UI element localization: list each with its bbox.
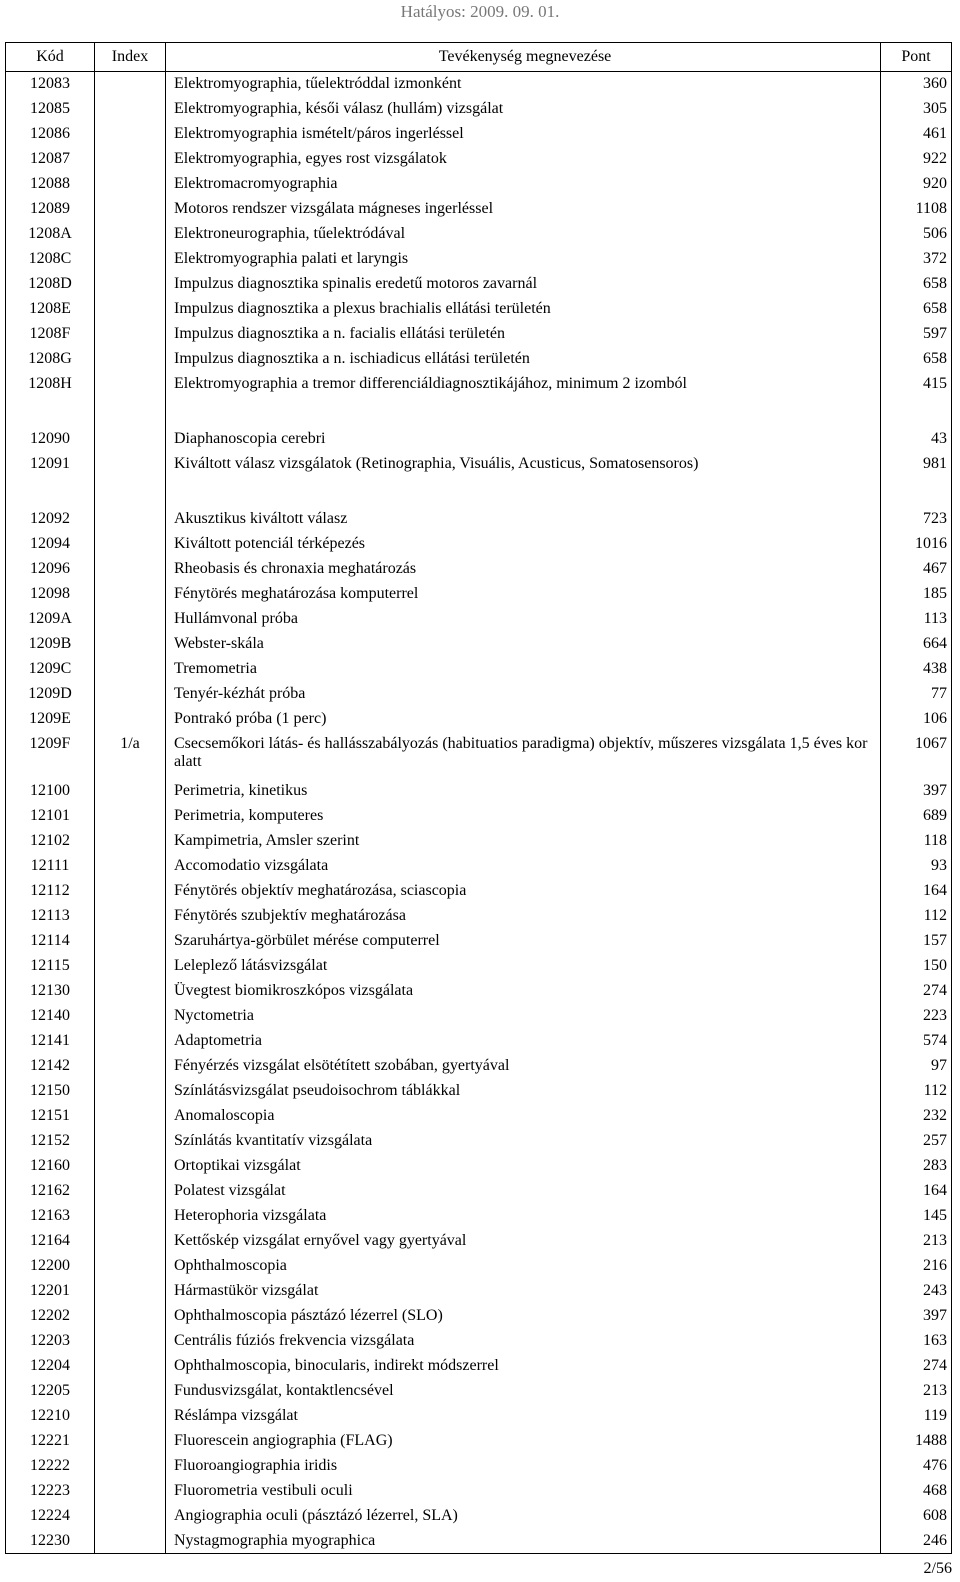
cell-pont: 119 <box>881 1404 952 1429</box>
cell-pont: 150 <box>881 954 952 979</box>
cell-pont: 922 <box>881 147 952 172</box>
cell-pont: 658 <box>881 272 952 297</box>
cell-pont: 93 <box>881 854 952 879</box>
cell-description: Centrális fúziós frekvencia vizsgálata <box>166 1329 881 1354</box>
cell-pont: 283 <box>881 1154 952 1179</box>
cell-pont: 246 <box>881 1529 952 1554</box>
cell-kod: 12223 <box>6 1479 95 1504</box>
table-row <box>6 372 952 427</box>
cell-index <box>95 247 166 272</box>
cell-kod: 12091 <box>6 452 95 507</box>
cell-pont: 506 <box>881 222 952 247</box>
cell-kod: 12102 <box>6 829 95 854</box>
cell-pont: 664 <box>881 632 952 657</box>
cell-index <box>95 197 166 222</box>
cell-description: Anomaloscopia <box>166 1104 881 1129</box>
table-row <box>6 979 952 1004</box>
table-row <box>6 147 952 172</box>
cell-index <box>95 222 166 247</box>
cell-description: Angiographia oculi (pásztázó lézerrel, SLA) <box>166 1504 881 1529</box>
cell-kod: 1209F <box>6 732 95 779</box>
cell-description: Webster-skála <box>166 632 881 657</box>
cell-description: Impulzus diagnosztika a n. ischiadicus ellátási területén <box>166 347 881 372</box>
cell-index <box>95 507 166 532</box>
cell-pont: 689 <box>881 804 952 829</box>
cell-description: Nyctometria <box>166 1004 881 1029</box>
cell-index <box>95 1054 166 1079</box>
table-row <box>6 97 952 122</box>
cell-description: Perimetria, kinetikus <box>166 779 881 804</box>
cell-description: Csecsemőkori látás- és hallásszabályozás (habituatios paradigma) objektív, műszeres vizsgálata 1,5 éves kor alatt <box>166 732 881 779</box>
cell-index <box>95 347 166 372</box>
cell-description: Fénytörés szubjektív meghatározása <box>166 904 881 929</box>
cell-index <box>95 1279 166 1304</box>
cell-pont: 106 <box>881 707 952 732</box>
cell-pont: 372 <box>881 247 952 272</box>
table-row <box>6 452 952 507</box>
table-row <box>6 1179 952 1204</box>
cell-pont: 112 <box>881 904 952 929</box>
cell-description: Színlátásvizsgálat pseudoisochrom táblákkal <box>166 1079 881 1104</box>
cell-pont: 467 <box>881 557 952 582</box>
cell-index <box>95 1529 166 1554</box>
cell-index <box>95 72 166 97</box>
cell-index <box>95 929 166 954</box>
cell-description: Tenyér-kézhát próba <box>166 682 881 707</box>
cell-description: Nystagmographia myographica <box>166 1529 881 1554</box>
cell-kod: 12092 <box>6 507 95 532</box>
cell-description: Motoros rendszer vizsgálata mágneses ingerléssel <box>166 197 881 222</box>
cell-index <box>95 1454 166 1479</box>
cell-pont: 112 <box>881 1079 952 1104</box>
cell-kod: 12083 <box>6 72 95 97</box>
cell-index <box>95 979 166 1004</box>
cell-pont: 360 <box>881 72 952 97</box>
cell-kod: 12222 <box>6 1454 95 1479</box>
cell-kod: 12113 <box>6 904 95 929</box>
cell-index <box>95 1404 166 1429</box>
cell-pont: 243 <box>881 1279 952 1304</box>
table-row <box>6 657 952 682</box>
cell-index <box>95 532 166 557</box>
cell-pont: 274 <box>881 979 952 1004</box>
table-row <box>6 172 952 197</box>
effective-date: Hatályos: 2009. 09. 01. <box>400 2 560 21</box>
cell-kod: 12210 <box>6 1404 95 1429</box>
cell-description: Heterophoria vizsgálata <box>166 1204 881 1229</box>
cell-kod: 1209E <box>6 707 95 732</box>
cell-kod: 12202 <box>6 1304 95 1329</box>
cell-kod: 12142 <box>6 1054 95 1079</box>
table-row <box>6 1029 952 1054</box>
cell-description: Ortoptikai vizsgálat <box>166 1154 881 1179</box>
cell-description: Fundusvizsgálat, kontaktlencsével <box>166 1379 881 1404</box>
cell-pont: 397 <box>881 779 952 804</box>
cell-index <box>95 954 166 979</box>
cell-pont: 274 <box>881 1354 952 1379</box>
table-row <box>6 1054 952 1079</box>
cell-description: Impulzus diagnosztika a plexus brachialis ellátási területén <box>166 297 881 322</box>
cell-pont: 77 <box>881 682 952 707</box>
cell-index <box>95 1154 166 1179</box>
cell-index <box>95 607 166 632</box>
cell-kod: 12221 <box>6 1429 95 1454</box>
cell-description: Kampimetria, Amsler szerint <box>166 829 881 854</box>
cell-kod: 1209B <box>6 632 95 657</box>
table-row <box>6 854 952 879</box>
table-row <box>6 222 952 247</box>
table-row <box>6 779 952 804</box>
table-row <box>6 1104 952 1129</box>
table-row <box>6 322 952 347</box>
cell-index <box>95 1029 166 1054</box>
cell-kod: 1208H <box>6 372 95 427</box>
table-row <box>6 1279 952 1304</box>
cell-index <box>95 372 166 427</box>
procedure-table <box>5 42 952 1554</box>
cell-description: Elektromyographia, késői válasz (hullám) vizsgálat <box>166 97 881 122</box>
table-row <box>6 1404 952 1429</box>
cell-pont: 97 <box>881 1054 952 1079</box>
cell-pont: 476 <box>881 1454 952 1479</box>
cell-kod: 12112 <box>6 879 95 904</box>
cell-index <box>95 829 166 854</box>
cell-kod: 12130 <box>6 979 95 1004</box>
cell-kod: 12230 <box>6 1529 95 1554</box>
cell-description: Hármastükör vizsgálat <box>166 1279 881 1304</box>
table-row <box>6 122 952 147</box>
cell-kod: 1208G <box>6 347 95 372</box>
cell-index <box>95 172 166 197</box>
cell-pont: 164 <box>881 879 952 904</box>
table-row <box>6 272 952 297</box>
cell-index <box>95 632 166 657</box>
cell-description: Elektroneurographia, tűelektródával <box>166 222 881 247</box>
cell-index <box>95 1104 166 1129</box>
cell-kod: 12101 <box>6 804 95 829</box>
table-row <box>6 72 952 97</box>
cell-kod: 1208A <box>6 222 95 247</box>
table-row <box>6 1329 952 1354</box>
column-header-index: Index <box>95 43 166 72</box>
cell-kod: 1208F <box>6 322 95 347</box>
cell-description: Ophthalmoscopia, binocularis, indirekt módszerrel <box>166 1354 881 1379</box>
cell-pont: 305 <box>881 97 952 122</box>
cell-index <box>95 557 166 582</box>
cell-description: Elektromyographia palati et laryngis <box>166 247 881 272</box>
cell-index: 1/a <box>95 732 166 779</box>
cell-pont: 185 <box>881 582 952 607</box>
table-row <box>6 197 952 222</box>
cell-kod: 12150 <box>6 1079 95 1104</box>
cell-description: Adaptometria <box>166 1029 881 1054</box>
cell-description: Polatest vizsgálat <box>166 1179 881 1204</box>
table-row <box>6 1229 952 1254</box>
cell-index <box>95 1254 166 1279</box>
cell-index <box>95 657 166 682</box>
table-row <box>6 507 952 532</box>
cell-description: Ophthalmoscopia pásztázó lézerrel (SLO) <box>166 1304 881 1329</box>
cell-description: Leleplező látásvizsgálat <box>166 954 881 979</box>
cell-kod: 12151 <box>6 1104 95 1129</box>
table-row <box>6 1429 952 1454</box>
cell-description: Rheobasis és chronaxia meghatározás <box>166 557 881 582</box>
table-row <box>6 904 952 929</box>
cell-description: Fénytörés meghatározása komputerrel <box>166 582 881 607</box>
table-header-row <box>6 43 952 72</box>
cell-index <box>95 1229 166 1254</box>
cell-description: Impulzus diagnosztika spinalis eredetű motoros zavarnál <box>166 272 881 297</box>
cell-pont: 213 <box>881 1379 952 1404</box>
table-row <box>6 1454 952 1479</box>
table-row <box>6 582 952 607</box>
cell-index <box>95 1129 166 1154</box>
table-row <box>6 682 952 707</box>
cell-description: Réslámpa vizsgálat <box>166 1404 881 1429</box>
cell-kod: 1209A <box>6 607 95 632</box>
table-row <box>6 1379 952 1404</box>
table-row <box>6 804 952 829</box>
cell-description: Fluorescein angiographia (FLAG) <box>166 1429 881 1454</box>
table-row <box>6 954 952 979</box>
cell-description: Perimetria, komputeres <box>166 804 881 829</box>
table-row <box>6 1354 952 1379</box>
table-row <box>6 532 952 557</box>
cell-description: Akusztikus kiváltott válasz <box>166 507 881 532</box>
cell-kod: 12087 <box>6 147 95 172</box>
cell-kod: 12152 <box>6 1129 95 1154</box>
table-row <box>6 247 952 272</box>
cell-kod: 12162 <box>6 1179 95 1204</box>
cell-index <box>95 682 166 707</box>
cell-pont: 1067 <box>881 732 952 779</box>
cell-pont: 981 <box>881 452 952 507</box>
cell-index <box>95 452 166 507</box>
cell-index <box>95 1329 166 1354</box>
cell-description: Hullámvonal próba <box>166 607 881 632</box>
cell-description: Kiváltott válasz vizsgálatok (Retinographia, Visuális, Acusticus, Somatosensoros) <box>166 452 881 507</box>
cell-pont: 438 <box>881 657 952 682</box>
cell-index <box>95 122 166 147</box>
cell-pont: 574 <box>881 1029 952 1054</box>
cell-description: Diaphanoscopia cerebri <box>166 427 881 452</box>
cell-kod: 12085 <box>6 97 95 122</box>
cell-pont: 257 <box>881 1129 952 1154</box>
cell-kod: 1209D <box>6 682 95 707</box>
cell-pont: 213 <box>881 1229 952 1254</box>
cell-kod: 1208D <box>6 272 95 297</box>
table-row <box>6 632 952 657</box>
cell-kod: 12115 <box>6 954 95 979</box>
cell-pont: 232 <box>881 1104 952 1129</box>
cell-index <box>95 322 166 347</box>
cell-pont: 608 <box>881 1504 952 1529</box>
cell-description: Elektromacromyographia <box>166 172 881 197</box>
cell-index <box>95 582 166 607</box>
cell-description: Fluoroangiographia iridis <box>166 1454 881 1479</box>
table-row <box>6 427 952 452</box>
column-header-pont: Pont <box>881 43 952 72</box>
cell-description: Fénytörés objektív meghatározása, sciascopia <box>166 879 881 904</box>
table-row <box>6 1504 952 1529</box>
cell-description: Üvegtest biomikroszkópos vizsgálata <box>166 979 881 1004</box>
table-row <box>6 1254 952 1279</box>
table-row <box>6 1529 952 1554</box>
table-row <box>6 879 952 904</box>
cell-description: Fluorometria vestibuli oculi <box>166 1479 881 1504</box>
cell-index <box>95 1204 166 1229</box>
table-row <box>6 1479 952 1504</box>
cell-kod: 1208C <box>6 247 95 272</box>
cell-pont: 415 <box>881 372 952 427</box>
table-row <box>6 607 952 632</box>
table-row <box>6 1154 952 1179</box>
cell-index <box>95 1004 166 1029</box>
cell-kod: 12089 <box>6 197 95 222</box>
cell-pont: 223 <box>881 1004 952 1029</box>
cell-pont: 163 <box>881 1329 952 1354</box>
cell-pont: 1488 <box>881 1429 952 1454</box>
cell-index <box>95 297 166 322</box>
cell-pont: 164 <box>881 1179 952 1204</box>
cell-pont: 658 <box>881 347 952 372</box>
cell-kod: 12201 <box>6 1279 95 1304</box>
table-row <box>6 732 952 779</box>
cell-description: Kiváltott potenciál térképezés <box>166 532 881 557</box>
cell-kod: 12094 <box>6 532 95 557</box>
cell-kod: 12086 <box>6 122 95 147</box>
table-row <box>6 1079 952 1104</box>
cell-index <box>95 1079 166 1104</box>
cell-description: Accomodatio vizsgálata <box>166 854 881 879</box>
cell-description: Elektromyographia ismételt/páros ingerléssel <box>166 122 881 147</box>
cell-kod: 12090 <box>6 427 95 452</box>
cell-description: Pontrakó próba (1 perc) <box>166 707 881 732</box>
cell-index <box>95 904 166 929</box>
cell-pont: 597 <box>881 322 952 347</box>
cell-description: Tremometria <box>166 657 881 682</box>
cell-index <box>95 1429 166 1454</box>
cell-index <box>95 427 166 452</box>
cell-index <box>95 1354 166 1379</box>
cell-index <box>95 1504 166 1529</box>
cell-pont: 461 <box>881 122 952 147</box>
table-row <box>6 1304 952 1329</box>
cell-kod: 12114 <box>6 929 95 954</box>
table-row <box>6 1004 952 1029</box>
table-row <box>6 347 952 372</box>
cell-index <box>95 1479 166 1504</box>
cell-kod: 12200 <box>6 1254 95 1279</box>
table-row <box>6 707 952 732</box>
cell-index <box>95 1379 166 1404</box>
cell-description: Elektromyographia, tűelektróddal izmonként <box>166 72 881 97</box>
cell-description: Elektromyographia, egyes rost vizsgálatok <box>166 147 881 172</box>
cell-pont: 468 <box>881 1479 952 1504</box>
cell-pont: 43 <box>881 427 952 452</box>
page-number: 2/56 <box>923 1560 952 1577</box>
cell-description: Ophthalmoscopia <box>166 1254 881 1279</box>
cell-pont: 1108 <box>881 197 952 222</box>
cell-kod: 12204 <box>6 1354 95 1379</box>
table-body <box>6 72 952 1554</box>
cell-pont: 658 <box>881 297 952 322</box>
cell-kod: 12111 <box>6 854 95 879</box>
cell-kod: 12163 <box>6 1204 95 1229</box>
table-row <box>6 829 952 854</box>
cell-pont: 723 <box>881 507 952 532</box>
cell-pont: 157 <box>881 929 952 954</box>
cell-index <box>95 707 166 732</box>
cell-kod: 12224 <box>6 1504 95 1529</box>
cell-pont: 1016 <box>881 532 952 557</box>
cell-index <box>95 804 166 829</box>
cell-description: Fényérzés vizsgálat elsötétített szobában, gyertyával <box>166 1054 881 1079</box>
table-row <box>6 557 952 582</box>
cell-description: Szaruhártya-görbület mérése computerrel <box>166 929 881 954</box>
cell-index <box>95 147 166 172</box>
cell-kod: 12160 <box>6 1154 95 1179</box>
column-header-description: Tevékenység megnevezése <box>166 43 881 72</box>
cell-description: Elektromyographia a tremor differenciáldiagnosztikájához, minimum 2 izomból <box>166 372 881 427</box>
cell-kod: 1208E <box>6 297 95 322</box>
column-header-kod: Kód <box>6 43 95 72</box>
cell-index <box>95 97 166 122</box>
cell-description: Impulzus diagnosztika a n. facialis ellátási területén <box>166 322 881 347</box>
cell-kod: 12205 <box>6 1379 95 1404</box>
table-row <box>6 297 952 322</box>
table-row <box>6 1129 952 1154</box>
cell-index <box>95 854 166 879</box>
cell-index <box>95 272 166 297</box>
cell-description: Színlátás kvantitatív vizsgálata <box>166 1129 881 1154</box>
cell-kod: 12096 <box>6 557 95 582</box>
cell-index <box>95 1304 166 1329</box>
table-row <box>6 1204 952 1229</box>
cell-kod: 1209C <box>6 657 95 682</box>
cell-kod: 12164 <box>6 1229 95 1254</box>
cell-kod: 12098 <box>6 582 95 607</box>
cell-pont: 145 <box>881 1204 952 1229</box>
cell-kod: 12088 <box>6 172 95 197</box>
cell-index <box>95 879 166 904</box>
cell-description: Kettőskép vizsgálat ernyővel vagy gyertyával <box>166 1229 881 1254</box>
table-row <box>6 929 952 954</box>
cell-kod: 12100 <box>6 779 95 804</box>
cell-pont: 118 <box>881 829 952 854</box>
cell-kod: 12203 <box>6 1329 95 1354</box>
cell-pont: 216 <box>881 1254 952 1279</box>
cell-pont: 113 <box>881 607 952 632</box>
cell-kod: 12141 <box>6 1029 95 1054</box>
cell-index <box>95 1179 166 1204</box>
cell-index <box>95 779 166 804</box>
cell-kod: 12140 <box>6 1004 95 1029</box>
cell-pont: 920 <box>881 172 952 197</box>
cell-pont: 397 <box>881 1304 952 1329</box>
